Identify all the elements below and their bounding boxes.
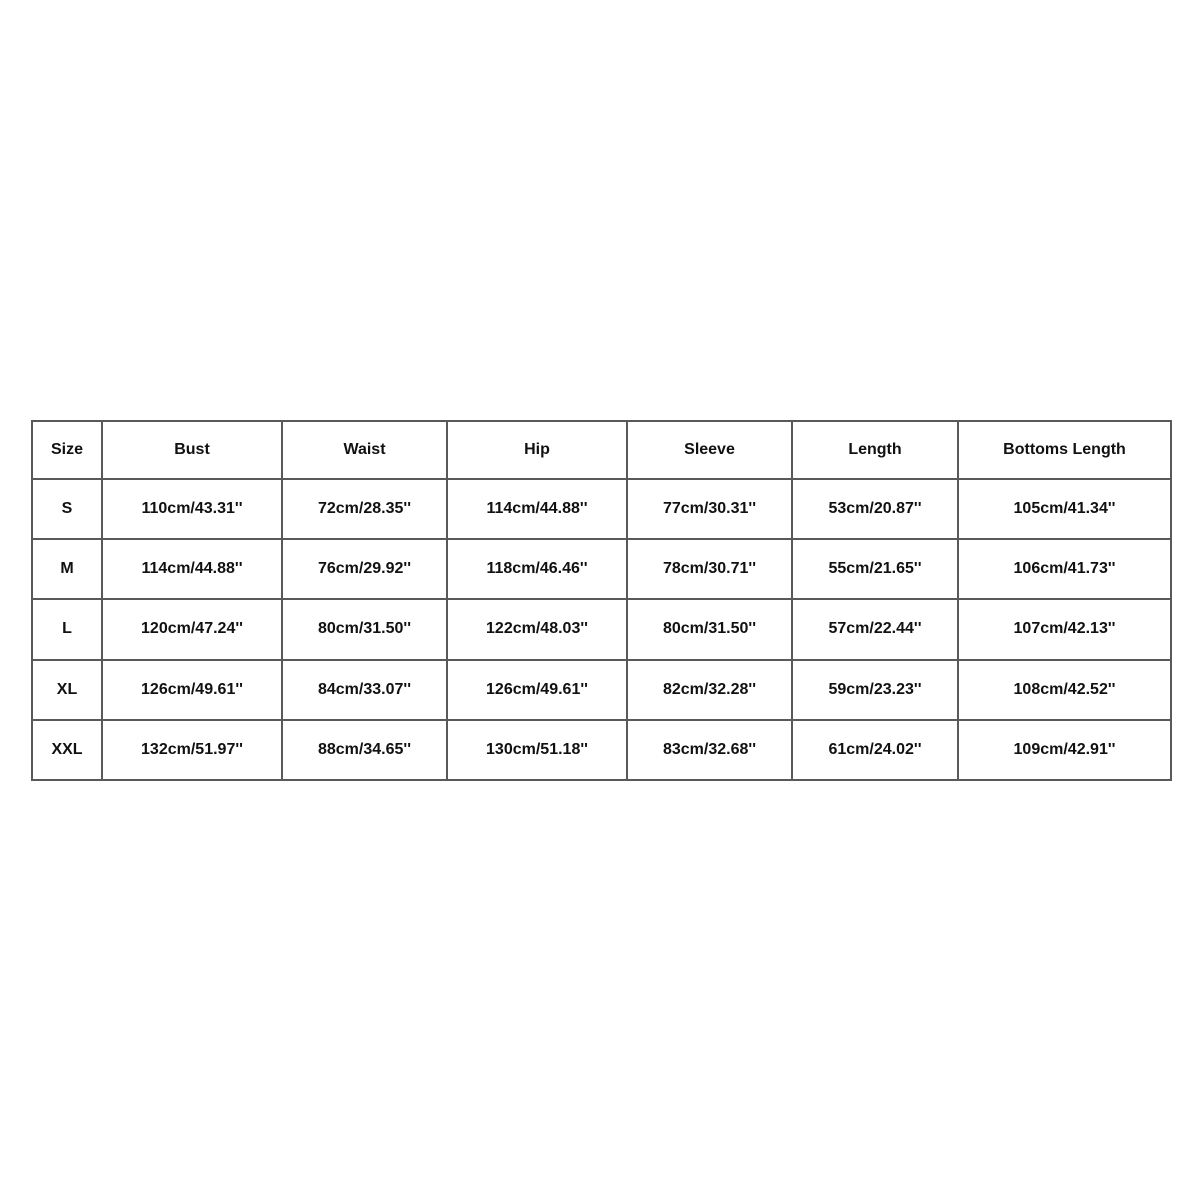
hip-cell: 126cm/49.61'' xyxy=(447,660,627,720)
length-cell: 59cm/23.23'' xyxy=(792,660,958,720)
hip-cell: 114cm/44.88'' xyxy=(447,479,627,539)
hip-cell: 122cm/48.03'' xyxy=(447,599,627,659)
sleeve-cell: 80cm/31.50'' xyxy=(627,599,792,659)
waist-cell: 84cm/33.07'' xyxy=(282,660,447,720)
length-cell: 61cm/24.02'' xyxy=(792,720,958,780)
bottoms-length-cell: 106cm/41.73'' xyxy=(958,539,1171,599)
header-bust: Bust xyxy=(102,421,282,479)
bust-cell: 126cm/49.61'' xyxy=(102,660,282,720)
header-size: Size xyxy=(32,421,102,479)
waist-cell: 88cm/34.65'' xyxy=(282,720,447,780)
bust-cell: 132cm/51.97'' xyxy=(102,720,282,780)
table-row xyxy=(32,720,1171,780)
bust-cell: 110cm/43.31'' xyxy=(102,479,282,539)
table-row xyxy=(32,479,1171,539)
table-row xyxy=(32,599,1171,659)
sleeve-cell: 82cm/32.28'' xyxy=(627,660,792,720)
bottoms-length-cell: 107cm/42.13'' xyxy=(958,599,1171,659)
length-cell: 53cm/20.87'' xyxy=(792,479,958,539)
waist-cell: 80cm/31.50'' xyxy=(282,599,447,659)
header-sleeve: Sleeve xyxy=(627,421,792,479)
bust-cell: 120cm/47.24'' xyxy=(102,599,282,659)
header-waist: Waist xyxy=(282,421,447,479)
sleeve-cell: 78cm/30.71'' xyxy=(627,539,792,599)
length-cell: 55cm/21.65'' xyxy=(792,539,958,599)
size-cell: L xyxy=(32,599,102,659)
bottoms-length-cell: 109cm/42.91'' xyxy=(958,720,1171,780)
header-hip: Hip xyxy=(447,421,627,479)
header-row xyxy=(32,421,1171,479)
table-row xyxy=(32,539,1171,599)
bottoms-length-cell: 108cm/42.52'' xyxy=(958,660,1171,720)
waist-cell: 76cm/29.92'' xyxy=(282,539,447,599)
table-row xyxy=(32,660,1171,720)
bottoms-length-cell: 105cm/41.34'' xyxy=(958,479,1171,539)
size-chart-table xyxy=(31,420,1172,781)
sleeve-cell: 83cm/32.68'' xyxy=(627,720,792,780)
size-cell: XXL xyxy=(32,720,102,780)
size-cell: M xyxy=(32,539,102,599)
waist-cell: 72cm/28.35'' xyxy=(282,479,447,539)
header-length: Length xyxy=(792,421,958,479)
bust-cell: 114cm/44.88'' xyxy=(102,539,282,599)
length-cell: 57cm/22.44'' xyxy=(792,599,958,659)
hip-cell: 118cm/46.46'' xyxy=(447,539,627,599)
size-cell: S xyxy=(32,479,102,539)
header-bottoms-length: Bottoms Length xyxy=(958,421,1171,479)
size-cell: XL xyxy=(32,660,102,720)
sleeve-cell: 77cm/30.31'' xyxy=(627,479,792,539)
hip-cell: 130cm/51.18'' xyxy=(447,720,627,780)
